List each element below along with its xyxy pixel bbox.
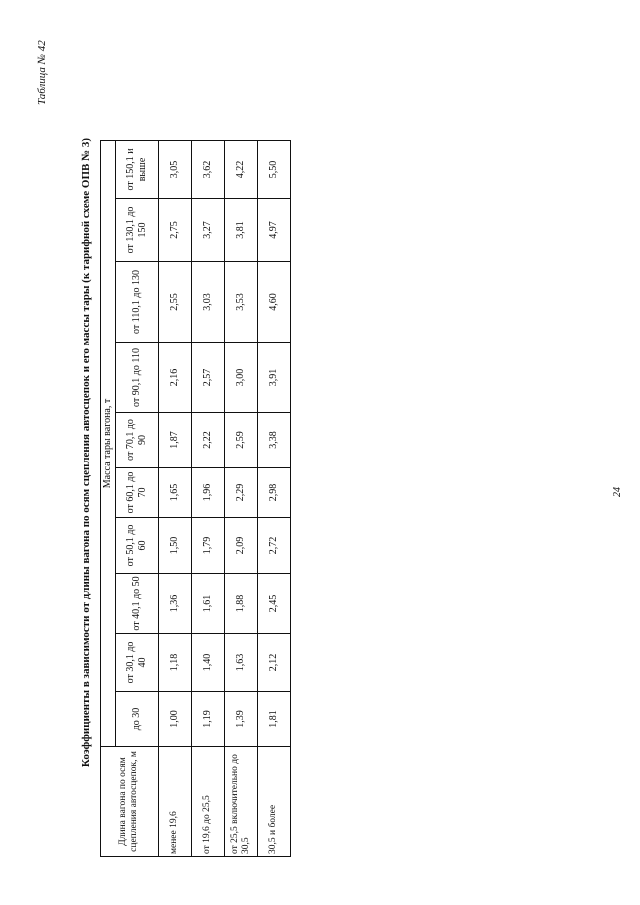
column-header: до 30 [115,692,158,747]
table-cell: 2,22 [191,413,224,468]
table-cell: 3,91 [257,343,290,413]
table-cell: 1,18 [158,634,191,692]
table-cell: 2,98 [257,468,290,518]
mass-header: Масса тары вагона, т [101,141,116,747]
table-cell: 2,12 [257,634,290,692]
table-cell: 2,29 [224,468,257,518]
table-cell: 5,50 [257,141,290,199]
column-header: от 110,1 до 130 [115,262,158,343]
table-row [224,141,257,857]
table-cell: 1,40 [191,634,224,692]
page-number: 24 [612,487,623,497]
table-cell: 1,19 [191,692,224,747]
table-cell: 3,81 [224,199,257,262]
row-header-title: Длина вагона по осям сцепления автосцепок, м [101,747,159,857]
row-label: менее 19,6 [158,747,191,857]
table-cell: 2,55 [158,262,191,343]
table-cell: 1,39 [224,692,257,747]
table-cell: 2,16 [158,343,191,413]
column-header: от 40,1 до 50 [115,574,158,634]
table-cell: 4,60 [257,262,290,343]
table-cell: 3,03 [191,262,224,343]
column-header: от 70,1 до 90 [115,413,158,468]
table-cell: 2,75 [158,199,191,262]
table-cell: 2,72 [257,518,290,574]
column-header: от 150,1 и выше [115,141,158,199]
column-header: от 130,1 до 150 [115,199,158,262]
table-cell: 3,05 [158,141,191,199]
table-cell: 1,87 [158,413,191,468]
table-cell: 3,00 [224,343,257,413]
table-cell: 3,62 [191,141,224,199]
row-label: 30,5 и более [257,747,290,857]
table-cell: 4,97 [257,199,290,262]
row-label: от 25,5 включительно до 30,5 [224,747,257,857]
table-cell: 3,53 [224,262,257,343]
table-number: Таблица № 42 [36,40,48,105]
table-row [158,141,191,857]
table-row [191,141,224,857]
table-cell: 1,81 [257,692,290,747]
column-header: от 50,1 до 60 [115,518,158,574]
table-cell: 2,45 [257,574,290,634]
column-header: от 30,1 до 40 [115,634,158,692]
table-cell: 2,59 [224,413,257,468]
table-cell: 4,22 [224,141,257,199]
table-cell: 1,65 [158,468,191,518]
coefficients-table [100,140,291,857]
row-label: от 19,6 до 25,5 [191,747,224,857]
column-header: от 90,1 до 110 [115,343,158,413]
table-cell: 1,79 [191,518,224,574]
table-cell: 2,57 [191,343,224,413]
table-caption: Коэффициенты в зависимости от длины вагона по осям сцепления автосцепок и его массы тары (к тарифной схеме ОПВ № 3) [80,137,92,768]
table-cell: 2,09 [224,518,257,574]
table-cell: 1,63 [224,634,257,692]
table-row [257,141,290,857]
table-cell: 3,38 [257,413,290,468]
table-cell: 1,96 [191,468,224,518]
table-cell: 1,36 [158,574,191,634]
table-cell: 1,50 [158,518,191,574]
column-header: от 60,1 до 70 [115,468,158,518]
table-cell: 3,27 [191,199,224,262]
table-cell: 1,88 [224,574,257,634]
table-cell: 1,61 [191,574,224,634]
table-cell: 1,00 [158,692,191,747]
